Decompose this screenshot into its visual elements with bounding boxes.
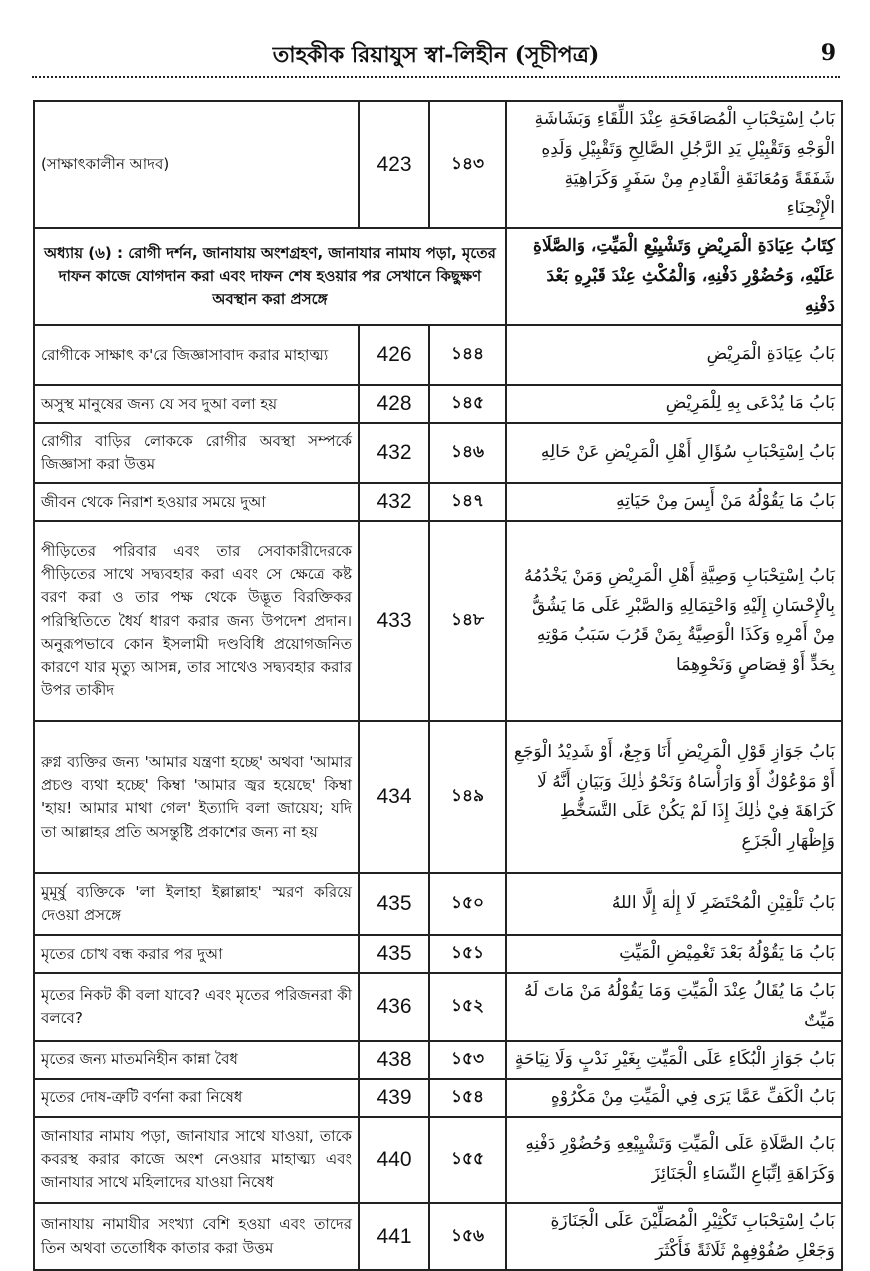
- page-ref: 436: [359, 973, 429, 1041]
- table-row: [34, 973, 842, 1041]
- bengali-title: অসুস্থ মানুষের জন্য যে সব দুআ বলা হয়: [34, 385, 359, 423]
- page-ref: 426: [359, 325, 429, 385]
- bengali-title: মৃতের চোখ বন্ধ করার পর দুআ: [34, 935, 359, 973]
- bengali-title: রোগীকে সাক্ষাৎ ক'রে জিজ্ঞাসাবাদ করার মাহাত্ম্য: [34, 325, 359, 385]
- chapter-heading-arabic: كِتَابُ عِيَادَةِ الْمَرِيْضِ وَتَشْيِيْعِ الْمَيِّتِ، وَالصَّلَاةِ عَلَيْهِ، وَحُضُوْرِ دَفْنِهِ، وَالْمُكْثِ عِنْدَ قَبْرِهِ بَعْدَ دَفْنِهِ: [506, 228, 842, 325]
- page-ref: 428: [359, 385, 429, 423]
- arabic-title: بَابُ اِسْتِحْبَابِ الْمُصَافَحَةِ عِنْدَ اللِّقَاءِ وَبَشَاشَةِ الْوَجْهِ وَتَقْبِيْلِ يَدِ الرَّجُلِ الصَّالِحِ وَتَقْبِيْلِ وَلَدِهِ شَفَقَةً وَمُعَانَقَةِ الْقَادِمِ مِنْ سَفَرٍ وَكَرَاهِيَةِ الْإِنْحِنَاءِ: [506, 101, 842, 228]
- chapter-heading-bengali: অধ্যায় (৬) : রোগী দর্শন, জানাযায় অংশগ্রহণ, জানাযার নামায পড়া, মৃতের দাফন কাজে যোগদান করা এবং দাফন শেষ হওয়ার পর সেখানে কিছুক্ষণ অবস্থান করা প্রসঙ্গে: [34, 228, 506, 325]
- chapter-number: ১৪৭: [429, 483, 506, 521]
- chapter-number: ১৪৪: [429, 325, 506, 385]
- arabic-title: بَابُ اِسْتِحْبَابِ سُؤَالِ أَهْلِ الْمَرِيْضِ عَنْ حَالِهِ: [506, 423, 842, 483]
- bengali-title: পীড়িতের পরিবার এবং তার সেবাকারীদেরকে পীড়িতের সাথে সদ্ব্যবহার করা এবং সে ক্ষেত্রে কষ্ট বরণ করা ও তার পক্ষ থেকে উদ্ভূত বিরক্তিকর পরিস্থিতিতে ধৈর্য ধারণ করার জন্য উপদেশ প্রদান। অনুরূপভাবে কোন ইসলামী দণ্ডবিধি প্রয়োগজনিত কারণে যার মৃত্যু আসন্ন, তার সাথেও সদ্ব্যবহার করার উপর তাকীদ: [34, 521, 359, 721]
- table-row: [34, 325, 842, 385]
- table-row: [34, 1079, 842, 1117]
- chapter-number: ১৪৫: [429, 385, 506, 423]
- table-row: [34, 101, 842, 228]
- bengali-title: জানাযার নামায পড়া, জানাযার সাথে যাওয়া, তাকে কবরস্থ করার কাজে অংশ নেওয়ার মাহাত্ম্য এবং জানাযার সাথে মহিলাদের যাওয়া নিষেধ: [34, 1117, 359, 1203]
- table-row: [34, 873, 842, 935]
- arabic-title: بَابُ اِسْتِحْبَابِ تَكْثِيْرِ الْمُصَلِّيْنَ عَلَى الْجَنَازَةِ وَجَعْلِ صُفُوْفِهِمْ ثَلَاثَةً فَأَكْثَرَ: [506, 1203, 842, 1271]
- page-ref: 441: [359, 1203, 429, 1271]
- contents-table: [33, 100, 843, 1271]
- table-row: [34, 483, 842, 521]
- page-ref: 423: [359, 101, 429, 228]
- chapter-heading-row: [34, 228, 842, 325]
- table-row: [34, 1117, 842, 1203]
- arabic-title: بَابُ اِسْتِحْبَابِ وَصِيَّةِ أَهْلِ الْمَرِيْضِ وَمَنْ يَخْدُمُهُ بِالْإِحْسَانِ إِلَيْهِ وَاحْتِمَالِهِ وَالصَّبْرِ عَلَى مَا يَشُقُّ مِنْ أَمْرِهِ وَكَذَا الْوَصِيَّةُ بِمَنْ قَرُبَ سَبَبُ مَوْتِهِ بِحَدٍّ أَوْ قِصَاصٍ وَنَحْوِهِمَا: [506, 521, 842, 721]
- bengali-title: মৃতের জন্য মাতমনিহীন কান্না বৈধ: [34, 1041, 359, 1079]
- arabic-title: بَابُ جَوَازِ الْبُكَاءِ عَلَى الْمَيِّتِ بِغَيْرِ نَدْبٍ وَلَا نِيَاحَةٍ: [506, 1041, 842, 1079]
- chapter-number: ১৫০: [429, 873, 506, 935]
- chapter-number: ১৫৬: [429, 1203, 506, 1271]
- bengali-title: জীবন থেকে নিরাশ হওয়ার সময়ে দুআ: [34, 483, 359, 521]
- chapter-number: ১৪৯: [429, 721, 506, 873]
- arabic-title: بَابُ مَا يُدْعَى بِهِ لِلْمَرِيْضِ: [506, 385, 842, 423]
- page-header: [32, 30, 840, 78]
- chapter-number: ১৪৩: [429, 101, 506, 228]
- running-title: তাহকীক রিয়াযুস স্বা-লিহীন (সূচীপত্র): [272, 42, 600, 68]
- bengali-title: রোগীর বাড়ির লোককে রোগীর অবস্থা সম্পর্কে জিজ্ঞাসা করা উত্তম: [34, 423, 359, 483]
- chapter-number: ১৫২: [429, 973, 506, 1041]
- bengali-title: (সাক্ষাৎকালীন আদব): [34, 101, 359, 228]
- page-ref: 440: [359, 1117, 429, 1203]
- bengali-title: রুগ্ন ব্যক্তির জন্য 'আমার যন্ত্রণা হচ্ছে' অথবা 'আমার প্রচণ্ড ব্যথা হচ্ছে' কিম্বা 'আমার জ্বর হয়েছে' কিম্বা 'হায়! আমার মাথা গেল' ইত্যাদি বলা জায়েয; যদি তা আল্লাহর প্রতি অসন্তুষ্টি প্রকাশের জন্য না হয়: [34, 721, 359, 873]
- page-ref: 434: [359, 721, 429, 873]
- table-row: [34, 721, 842, 873]
- table-row: [34, 385, 842, 423]
- arabic-title: بَابُ مَا يَقُوْلُهُ مَنْ أَيِسَ مِنْ حَيَاتِهِ: [506, 483, 842, 521]
- table-row: [34, 1203, 842, 1271]
- bengali-title: জানাযায় নামাযীর সংখ্যা বেশি হওয়া এবং তাদের তিন অথবা ততোধিক কাতার করা উত্তম: [34, 1203, 359, 1271]
- page-ref: 435: [359, 873, 429, 935]
- bengali-title: মৃতের নিকট কী বলা যাবে? এবং মৃতের পরিজনরা কী বলবে?: [34, 973, 359, 1041]
- arabic-title: بَابُ عِيَادَةِ الْمَرِيْضِ: [506, 325, 842, 385]
- page-ref: 435: [359, 935, 429, 973]
- arabic-title: بَابُ جَوَازِ قَوْلِ الْمَرِيْضِ أَنَا وَجِعٌ، أَوْ شَدِيْدُ الْوَجَعِ أَوْ مَوْعُوْكٌ أَوْ وَارَأْسَاهُ وَنَحْوُ ذٰلِكَ وَبَيَانِ أَنَّهُ لَا كَرَاهَةَ فِيْ ذٰلِكَ إِذَا لَمْ يَكُنْ عَلَى التَّسَخُّطِ وَإِظْهَارِ الْجَزَعِ: [506, 721, 842, 873]
- chapter-number: ১৫৩: [429, 1041, 506, 1079]
- chapter-number: ১৫১: [429, 935, 506, 973]
- table-row: [34, 521, 842, 721]
- arabic-title: بَابُ مَا يُقَالُ عِنْدَ الْمَيِّتِ وَمَا يَقُوْلُهُ مَنْ مَاتَ لَهُ مَيِّتٌ: [506, 973, 842, 1041]
- bengali-title: মৃতের দোষ-ত্রুটি বর্ণনা করা নিষেধ: [34, 1079, 359, 1117]
- arabic-title: بَابُ مَا يَقُوْلُهُ بَعْدَ تَغْمِيْضِ الْمَيِّتِ: [506, 935, 842, 973]
- chapter-number: ১৪৮: [429, 521, 506, 721]
- chapter-number: ১৪৬: [429, 423, 506, 483]
- bengali-title: মুমূর্ষু ব্যক্তিকে 'লা ইলাহা ইল্লাল্লাহ' স্মরণ করিয়ে দেওয়া প্রসঙ্গে: [34, 873, 359, 935]
- table-row: [34, 1041, 842, 1079]
- chapter-number: ১৫৫: [429, 1117, 506, 1203]
- page-ref: 439: [359, 1079, 429, 1117]
- page-number: 9: [820, 40, 836, 66]
- table-row: [34, 423, 842, 483]
- page-ref: 432: [359, 423, 429, 483]
- page-ref: 438: [359, 1041, 429, 1079]
- table-row: [34, 935, 842, 973]
- page-ref: 432: [359, 483, 429, 521]
- chapter-number: ১৫৪: [429, 1079, 506, 1117]
- arabic-title: بَابُ الْكَفِّ عَمَّا يَرَى فِي الْمَيِّتِ مِنْ مَكْرُوْهٍ: [506, 1079, 842, 1117]
- arabic-title: بَابُ تَلْقِيْنِ الْمُحْتَضَرِ لَا إِلٰهَ إِلَّا اللهُ: [506, 873, 842, 935]
- page-ref: 433: [359, 521, 429, 721]
- arabic-title: بَابُ الصَّلَاةِ عَلَى الْمَيِّتِ وَتَشْيِيْعِهِ وَحُضُوْرِ دَفْنِهِ وَكَرَاهَةِ اِتِّبَاعِ النِّسَاءِ الْجَنَائِزَ: [506, 1117, 842, 1203]
